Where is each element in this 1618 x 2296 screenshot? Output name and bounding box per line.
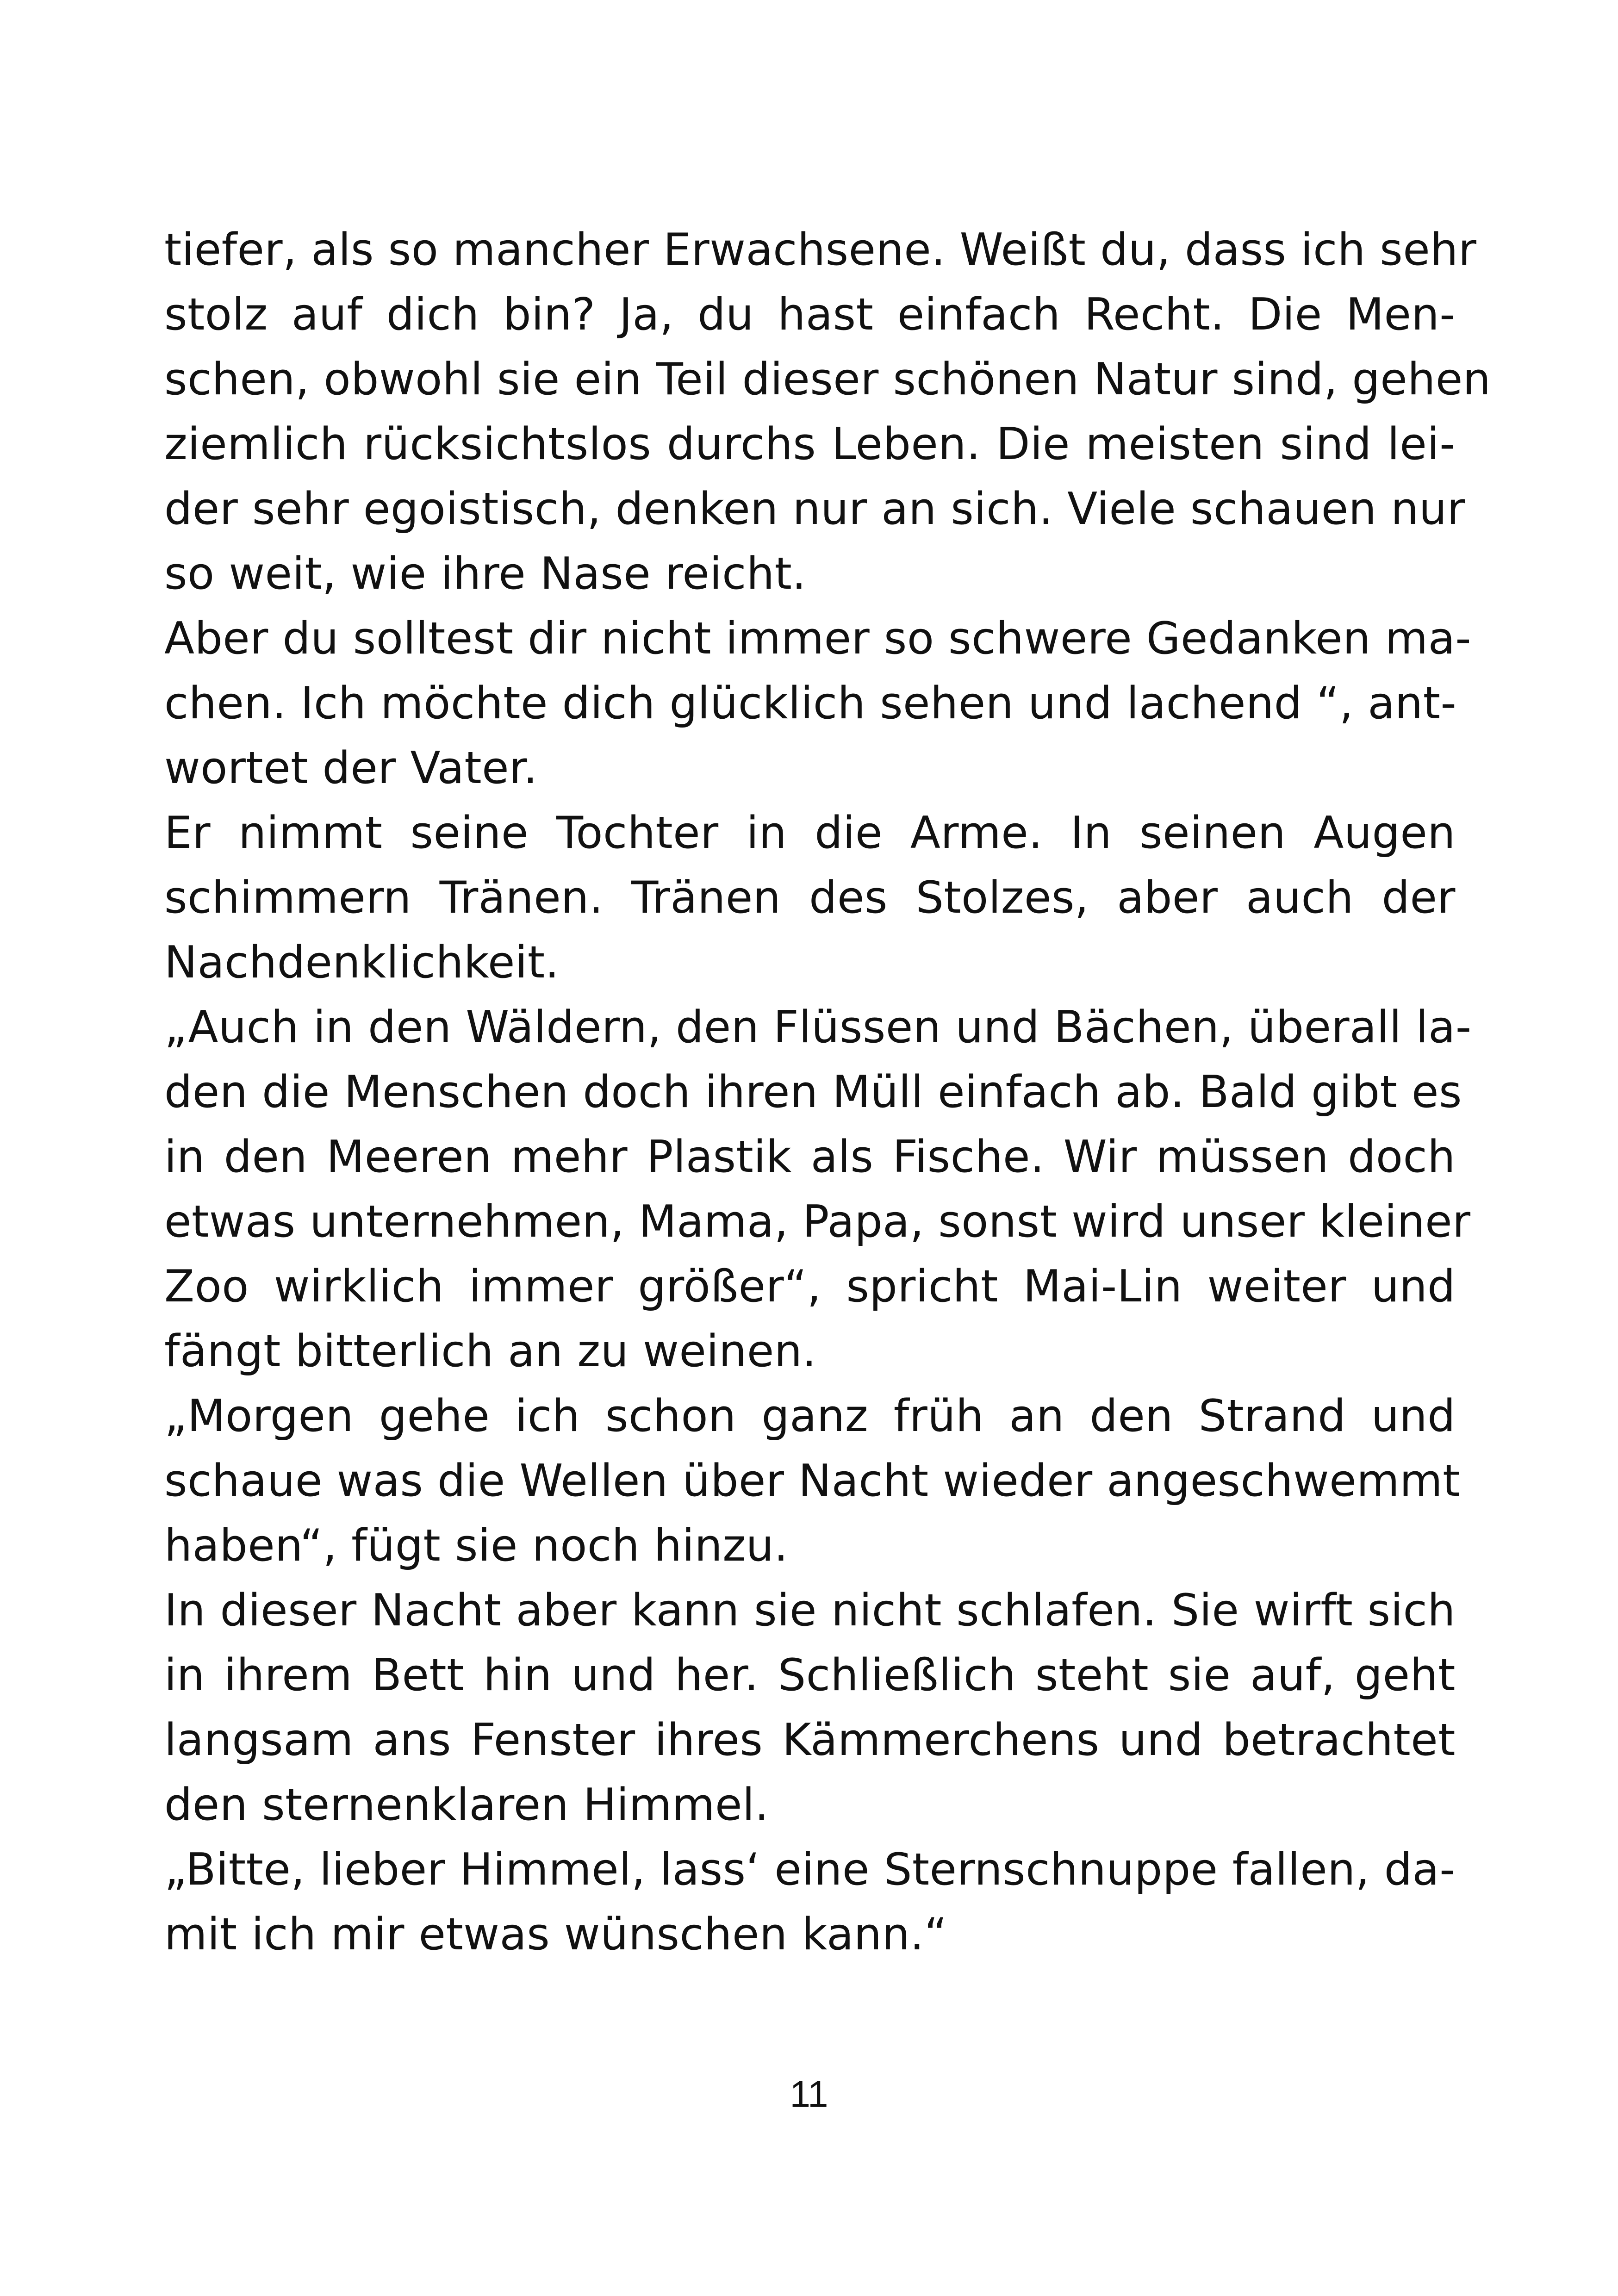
text-line: etwas unternehmen, Mama, Papa, sonst wird unser kleiner bbox=[164, 1196, 1471, 1247]
text-line: schen, obwohl sie ein Teil dieser schönen Natur sind, gehen bbox=[164, 354, 1491, 405]
text-line: „Morgen gehe ich schon ganz früh an den Strand und bbox=[164, 1391, 1456, 1442]
text-line: Er nimmt seine Tochter in die Arme. In seinen Augen bbox=[164, 808, 1456, 859]
text-line: der sehr egoistisch, denken nur an sich. Viele schauen nur bbox=[164, 484, 1466, 535]
text-line: Nachdenklichkeit. bbox=[164, 937, 560, 988]
text-line: haben“, fügt sie noch hinzu. bbox=[164, 1520, 789, 1571]
text-line: ziemlich rücksichtslos durchs Leben. Die meisten sind lei- bbox=[164, 419, 1456, 470]
text-line: den sternenklaren Himmel. bbox=[164, 1780, 769, 1830]
text-line: „Auch in den Wäldern, den Flüssen und Bächen, überall la- bbox=[164, 1002, 1472, 1053]
text-line: Aber du solltest dir nicht immer so schwere Gedanken ma- bbox=[164, 613, 1472, 664]
text-line: schimmern Tränen. Tränen des Stolzes, aber auch der bbox=[164, 872, 1456, 923]
text-line: stolz auf dich bin? Ja, du hast einfach Recht. Die Men- bbox=[164, 289, 1456, 340]
text-line: schaue was die Wellen über Nacht wieder angeschwemmt bbox=[164, 1456, 1460, 1506]
text-line: Zoo wirklich immer größer“, spricht Mai-Lin weiter und bbox=[164, 1261, 1456, 1312]
text-line: chen. Ich möchte dich glücklich sehen und lachend “, ant- bbox=[164, 678, 1457, 729]
text-line: wortet der Vater. bbox=[164, 743, 538, 794]
text-line: in ihrem Bett hin und her. Schließlich steht sie auf, geht bbox=[164, 1650, 1456, 1701]
text-line: so weit, wie ihre Nase reicht. bbox=[164, 548, 807, 599]
text-line: tiefer, als so mancher Erwachsene. Weißt du, dass ich sehr bbox=[164, 224, 1477, 275]
text-line: mit ich mir etwas wünschen kann.“ bbox=[164, 1909, 947, 1960]
page-number: 11 bbox=[790, 2073, 828, 2115]
text-line: In dieser Nacht aber kann sie nicht schlafen. Sie wirft sich bbox=[164, 1585, 1456, 1636]
text-line: fängt bitterlich an zu weinen. bbox=[164, 1326, 817, 1377]
text-line: „Bitte, lieber Himmel, lass‘ eine Sternschnuppe fallen, da- bbox=[164, 1844, 1456, 1895]
text-line: den die Menschen doch ihren Müll einfach ab. Bald gibt es bbox=[164, 1067, 1462, 1118]
text-line: in den Meeren mehr Plastik als Fische. Wir müssen doch bbox=[164, 1132, 1456, 1182]
text-line: langsam ans Fenster ihres Kämmerchens und betrachtet bbox=[164, 1715, 1456, 1766]
body-text bbox=[164, 218, 1491, 1967]
